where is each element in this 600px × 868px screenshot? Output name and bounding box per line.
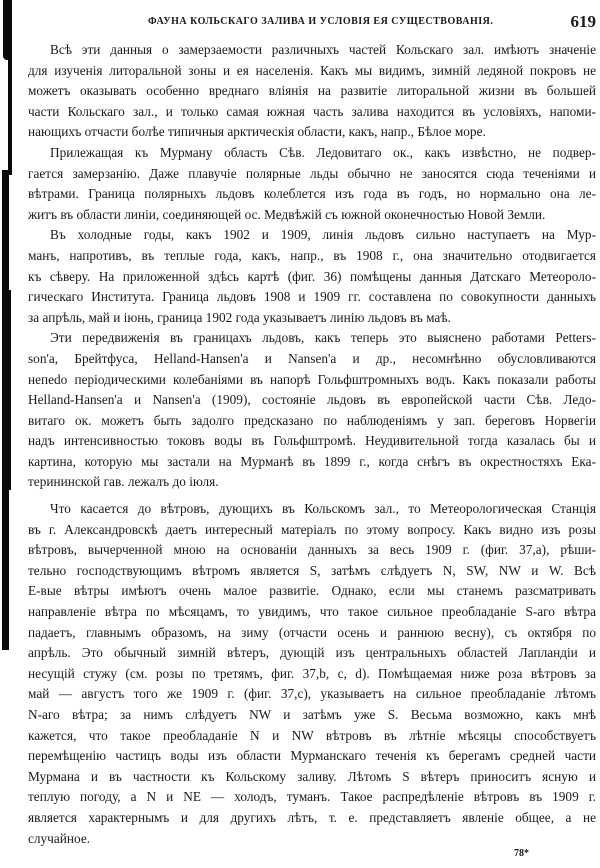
text-line: направленіе вѣтра по мѣсяцамъ, то увидимъ, что такое сильное преобладаніе S-аго вѣтра — [28, 604, 596, 620]
page-number: 619 — [570, 12, 596, 31]
text-line: непеdo періодическими колебаніями въ напорѣ Гольфштромныхъ водъ. Какъ показали работы — [28, 371, 596, 387]
text-line: нающихъ отчасти болѣе типичныя арктическія области, какъ, напр., Бѣлое море. — [28, 124, 486, 140]
paragraph — [28, 328, 596, 493]
text-line: вѣтрами. Граница полярныхъ льдовъ колеблется изъ года въ годъ, но нормально она ле- — [28, 186, 596, 202]
paragraph — [28, 40, 596, 143]
text-line: перемѣщенію частицъ воды изъ области Мурманскаго теченія къ берегамъ средней части — [28, 748, 596, 764]
text-line: случайное. — [28, 830, 91, 846]
text-line: части Кольскаго зал., и только самая южная часть залива находится въ условіяхъ, напоми- — [28, 103, 596, 119]
text-line: тельно господствующимъ вѣтромъ является S, затѣмъ слѣдуетъ N, SW, NW и W. Всѣ — [28, 562, 596, 578]
paragraph — [28, 499, 596, 849]
running-title: ФАУНА КОЛЬСКАГО ЗАЛИВА И УСЛОВІЯ ЕЯ СУЩЕСТВОВАНІЯ. — [148, 16, 494, 27]
text-line: для изученія литоральной зоны и ея населенія. Какъ мы видимъ, зимній ледяной покровъ не — [28, 62, 596, 78]
text-line: вѣтровъ, вычерченной мною на основаніи данныхъ за весь 1909 г. (фиг. 37,a), рѣши- — [28, 542, 596, 558]
text-line: Helland-Hansen'a и Nansen'a (1909), состояніе льдовъ въ европейской части Сѣв. Ледо- — [28, 392, 596, 408]
text-line: гическаго Института. Граница льдовъ 1908 и 1909 гг. составлена по совокупности данныхъ — [28, 289, 596, 305]
text-line: надъ интенсивностью токовъ воды въ Гольфштромѣ. Неудивительной тогда казалась бы и — [28, 433, 596, 449]
body-text — [28, 40, 596, 849]
text-line: за апрѣль, май и іюнь, граница 1902 года указываетъ линію льдовъ въ маѣ. — [28, 309, 451, 325]
text-line: son'a, Брейтфуса, Helland-Hansen'a и Nansen'a и др., несомнѣнно обусловливаются — [28, 350, 596, 366]
text-line: къ сѣверу. На приложенной здѣсь картѣ (фиг. 36) помѣщены данныя Датскаго Метеороло- — [28, 268, 596, 284]
paragraph — [28, 143, 596, 225]
text-line: теплую погоду, а N и NE — холодъ, туманъ. Такое распредѣленіе вѣтровъ въ 1909 г. — [28, 789, 596, 805]
text-line: Что касается до вѣтровъ, дующихъ въ Кольскомъ зал., то Метеорологическая Станція — [50, 501, 596, 517]
text-line: несущій стужу (см. розы по третямъ, фиг. 37,b, c, d). Помѣщаемая ниже роза вѣтровъ за — [28, 665, 596, 681]
text-line: терининской гав. лежалъ до іюля. — [28, 474, 219, 490]
text-line: житъ въ области линіи, соединяющей ос. Медвѣжій съ южной оконечностью Новой Земли. — [28, 206, 546, 222]
text-line: Въ холодные годы, какъ 1902 и 1909, линія льдовъ сильно наступаетъ на Мур- — [50, 227, 596, 243]
text-line: Всѣ эти данныя о замерзаемости различныхъ частей Кольскаго зал. имѣютъ значеніе — [50, 42, 596, 57]
text-line: картина, которую мы застали на Мурманѣ въ 1899 г., когда снѣгъ въ окрестностяхъ Ека- — [28, 453, 596, 469]
text-line: гается замерзанію. Даже плавучіе полярные льды обычно не заносятся сюда теченіями и — [28, 165, 596, 181]
text-line: манъ, напротивъ, въ теплые года, какъ, напр., въ 1908 г., она значительно отодвигается — [28, 247, 596, 263]
text-line: апрѣль. Это обычный зимній вѣтеръ, дующій изъ центральныхъ областей Лапландіи и — [28, 645, 596, 661]
text-line: является характернымъ и для другихъ лѣтъ, т. е. представляетъ явленіе общее, а не — [28, 809, 596, 825]
text-line: E-вые вѣтры имѣютъ очень малое развитіе. Однако, если мы станемъ разсматривать — [28, 583, 596, 599]
running-head — [0, 12, 600, 32]
text-line: Прилежащая къ Мурману область Сѣв. Ледовитаго ок., какъ извѣстно, не подвер- — [50, 144, 596, 160]
text-line: май — августъ того же 1909 г. (фиг. 37,c), указываетъ на сильное преобладаніе лѣтомъ — [28, 686, 596, 702]
text-line: витаго ок. можетъ быть задолго предсказано по наблюденіямъ у зап. береговъ Норвегіи — [28, 412, 596, 428]
text-line: Эти передвиженія въ границахъ льдовъ, какъ теперь это выяснено работами Petters- — [50, 330, 596, 346]
text-line: кажется, что такое преобладаніе N и NW вѣтровъ въ лѣтніе мѣсяцы способствуетъ — [28, 727, 596, 743]
text-line: падаетъ, главнымъ образомъ, на зиму (отчасти осень и раннюю весну), съ октября по — [28, 624, 596, 640]
scan-margin-artifact — [8, 55, 12, 175]
text-line: можетъ оказывать особенно вреднаго вліянія на развитіе литоральной жизни въ большей — [28, 83, 596, 99]
scan-margin-artifact — [6, 290, 11, 490]
text-line: въ г. Александровскѣ даетъ интересный матеріалъ по этому вопросу. Какъ видно изъ розы — [28, 521, 596, 537]
text-line: Мурмана и въ частности къ Кольскому заливу. Лѣтомъ S вѣтеръ приноситъ ясную и — [28, 768, 596, 784]
signature-mark: 78* — [514, 848, 529, 859]
text-line: N-аго вѣтра; за нимъ слѣдуетъ NW и затѣмъ уже S. Весьма возможно, какъ мнѣ — [28, 707, 596, 722]
paragraph — [28, 225, 596, 328]
